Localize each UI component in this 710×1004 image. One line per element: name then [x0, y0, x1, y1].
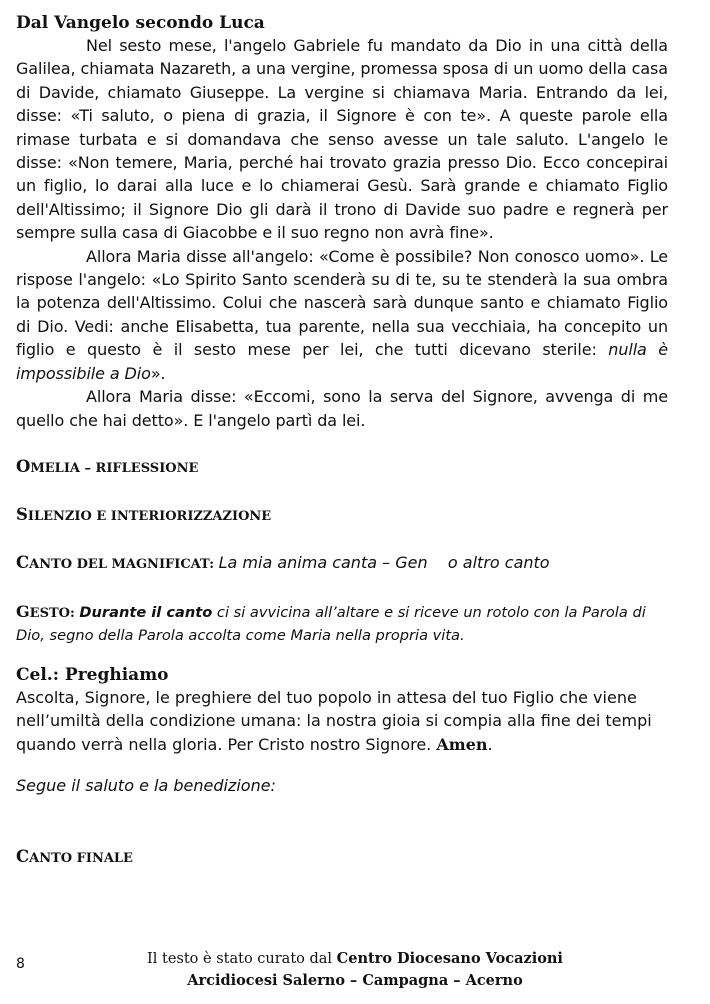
gospel-title: Dal Vangelo secondo Luca — [16, 13, 265, 33]
prayer-text: Ascolta, Signore, le preghiere del tuo popolo in attesa del tuo Figlio che viene nell’umiltà della condizione umana: la nostra gioia si compia alla fine dei tempi quando verrà nella gloria. Per Cristo nostro Signore. Amen. — [16, 687, 652, 754]
gospel-text-1: Nel sesto mese, l'angelo Gabriele fu mandato da Dio in una città della Galilea, chiamata Nazareth, a una vergine, promessa sposa di un uomo della casa di Davide, chiamato Giuseppe. La vergine si chiamava Maria. Entrando da lei, disse: «Ti saluto, o piena di grazia, il Signore è con te». A queste parole ella rimase turbata e si domandava che senso avesse un tale saluto. L'angelo le disse: «Non temere, Maria, perché hai trovato grazia presso Dio. Ecco concepirai un figlio, lo darai alla luce e lo chiamerai Gesù. Sarà grande e chiamato Figlio dell'Altissimo; il Signore Dio gli darà il trono di Davide suo padre e regnerà per sempre sulla casa di Giacobbe e il suo regno non avrà fine». — [16, 36, 668, 243]
footer — [0, 948, 710, 992]
gospel-paragraph-3 — [16, 385, 668, 432]
gospel-paragraph-2 — [16, 245, 668, 385]
canto-magnificat-heading: CANTO DEL MAGNIFICAT: La mia anima canta – Gen o altro canto — [16, 552, 550, 572]
omelia-heading: OMELIA – RIFLESSIONE — [16, 456, 199, 476]
prayer-heading: Cel.: Preghiamo — [16, 664, 169, 685]
gesto-text: ci si avvicina all’altare e si riceve un rotolo con la Parola di Dio, segno della Parola accolta come Maria nella propria vita. — [16, 603, 646, 645]
canto-magnificat-text: La mia anima canta – Gen o altro canto — [218, 552, 550, 572]
page-content — [16, 12, 668, 869]
silenzio-heading: SILENZIO E INTERIORIZZAZIONE — [16, 504, 272, 524]
footer-line-2: Arcidiocesi Salerno – Campagna – Acerno — [187, 972, 523, 989]
gesto-bold: Durante il canto — [79, 603, 213, 621]
gospel-italic-quote: nulla è impossibile a Dio — [16, 340, 668, 383]
canto-finale-heading: CANTO FINALE — [16, 847, 133, 867]
page-number: 8 — [16, 956, 25, 972]
gospel-paragraph-1 — [16, 34, 668, 245]
gospel-text-3: Allora Maria disse: «Eccomi, sono la serva del Signore, avvenga di me quello che hai detto». E l'angelo partì da lei. — [16, 387, 668, 430]
footer-line-1: Il testo è stato curato dal Centro Diocesano Vocazioni — [147, 950, 563, 967]
gesto-paragraph — [16, 601, 668, 648]
gospel-text-2-end: ». — [150, 363, 166, 383]
gesto-label: GESTO: — [16, 601, 75, 621]
amen: Amen — [436, 734, 488, 754]
gospel-text-2: Allora Maria disse all'angelo: «Come è possibile? Non conosco uomo». Le rispose l'angelo: «Lo Spirito Santo scenderà su di te, su te stenderà la sua ombra la potenza dell'Altissimo. Colui che nascerà sarà dunque santo e chiamato Figlio di Dio. Vedi: anche Elisabetta, tua parente, nella sua vecchiaia, ha concepito un figlio e questo è il sesto mese per lei, che tutti dicevano sterile: — [16, 246, 668, 360]
segue-text: Segue il saluto e la benedizione: — [16, 776, 276, 796]
